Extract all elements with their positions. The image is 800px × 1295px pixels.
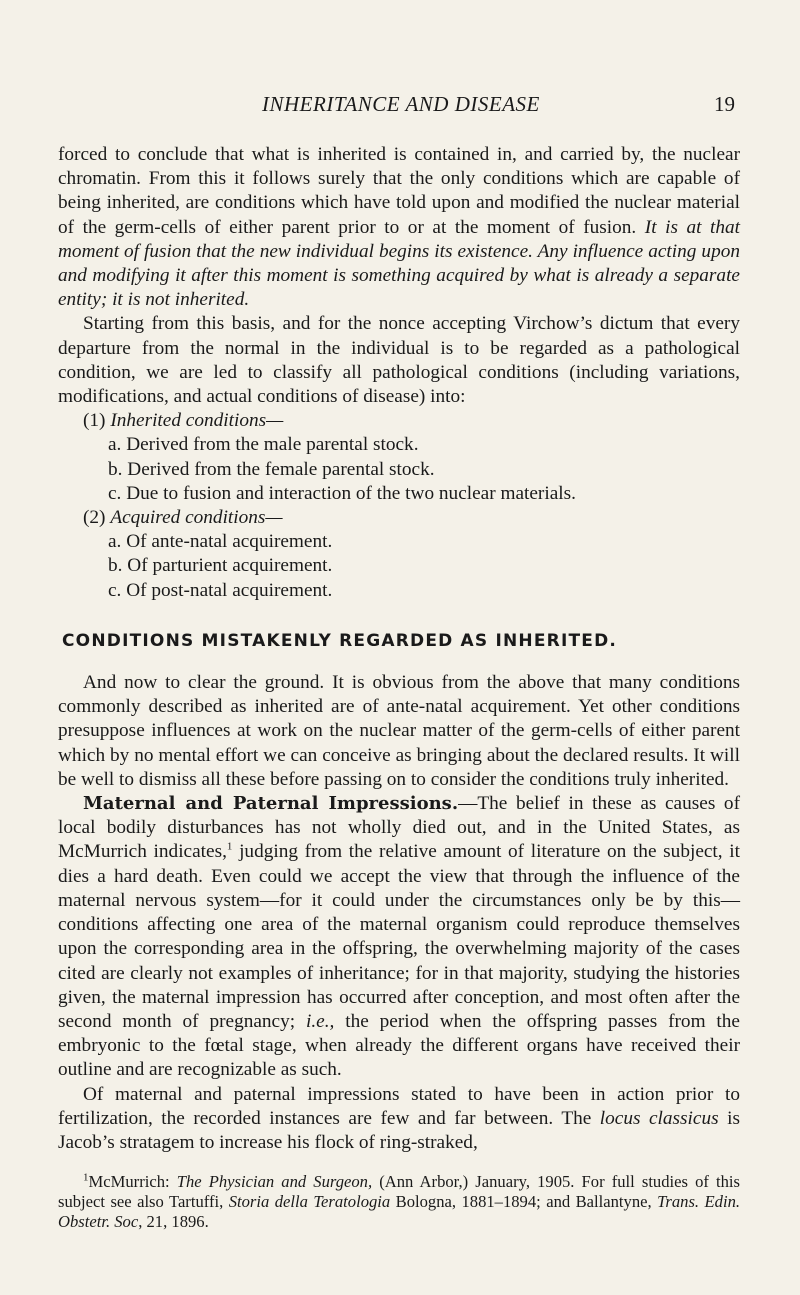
paragraph-clear-ground: And now to clear the ground. It is obvious from the above that many conditions commonly described as inherited are of ante-natal acquirement. Yet other conditions presuppose influences at work on the nuclear matter of the germ-cells of either parent which by no mental effort we can conceive as bringing about the declared results. It will be well to dismiss all these before passing on to consider the conditions truly inherited.: [58, 672, 740, 790]
running-title: INHERITANCE AND DISEASE: [262, 92, 540, 116]
body-text: [58, 143, 740, 1155]
footnote-reference: 1: [226, 841, 233, 854]
italic-emphasis: It is at that moment of fusion that the new individual begins its existence. Any influence acting upon and modifying it after this moment is something acquired by what is already a separate entity; it is not inherited.: [58, 216, 740, 311]
section-heading: CONDITIONS MISTAKENLY REGARDED AS INHERITED.: [62, 630, 618, 651]
list-item: a. Of ante-natal acquirement.: [108, 531, 333, 553]
list-item: b. Of parturient acquirement.: [108, 555, 333, 577]
paragraph-virchow: Starting from this basis, and for the nonce accepting Virchow’s dictum that every departure from the normal in the individual is to be regarded as a pathological condition, we are led to classify all pathological conditions (including variations, modifications, and actual conditions of disease) into:: [58, 313, 740, 408]
list-item: a. Derived from the male parental stock.: [108, 434, 419, 456]
paragraph-impressions: Maternal and Paternal Impressions.—The belief in these as causes of local bodily disturbances has not wholly died out, and in the United States, as McMurrich indicates,$^1$ judging from the relative amount of literature on the subject, it dies a hard death. Even could we accept the view that through the influence of the maternal nervous system—for it could under the circumstances only be by this—conditions affecting one area of the maternal organism could reproduce themselves upon the corresponding area in the offspring, the overwhelming majority of the cases cited are clearly not examples of inheritance; for in that majority, studying the histories given, the maternal impression has occurred after conception, and most often after the second month of pregnancy; i.e., the period when the offspring passes from the embryonic to the fœtal stage, when already the different organs have received their outline and are recognizable as such.: [58, 793, 740, 1081]
list-item: b. Derived from the female parental stock.: [108, 458, 435, 480]
run-in-heading: Maternal and Paternal Impressions.: [83, 793, 459, 815]
list-heading-acquired: (2) Acquired conditions—: [83, 507, 283, 529]
text-run: forced to conclude that what is inherited is contained in, and carried by, the nuclear chromatin. From this it follows surely that the only conditions which are capable of being inherited, are conditions which have told upon and modified the nuclear material of the germ-cells of either parent prior to or at the moment of fusion.: [58, 144, 740, 238]
paragraph-continuation: [58, 143, 740, 312]
list-item: c. Of post-natal acquirement.: [108, 579, 333, 601]
list-heading-inherited: (1) Inherited conditions—: [83, 410, 284, 432]
classification-list: [58, 409, 740, 603]
running-head: [0, 92, 800, 118]
page-number: 19: [714, 92, 735, 116]
footnote: $^1$McMurrich: The Physician and Surgeon, (Ann Arbor,) January, 1905. For full studies of this subject see also Tartuffi, Storia della Teratologia Bologna, 1881–1894; and Ballantyne, Trans. Edin. Obstetr. Soc, 21, 1896.: [58, 1171, 741, 1231]
list-item: c. Due to fusion and interaction of the two nuclear materials.: [108, 482, 576, 504]
paragraph-prior-fertilization: Of maternal and paternal impressions stated to have been in action prior to fertilization, the recorded instances are few and far between. The locus classicus is Jacob’s stratagem to increase his flock of ring-straked,: [58, 1083, 740, 1153]
footnote-marker: 1: [83, 1171, 89, 1184]
